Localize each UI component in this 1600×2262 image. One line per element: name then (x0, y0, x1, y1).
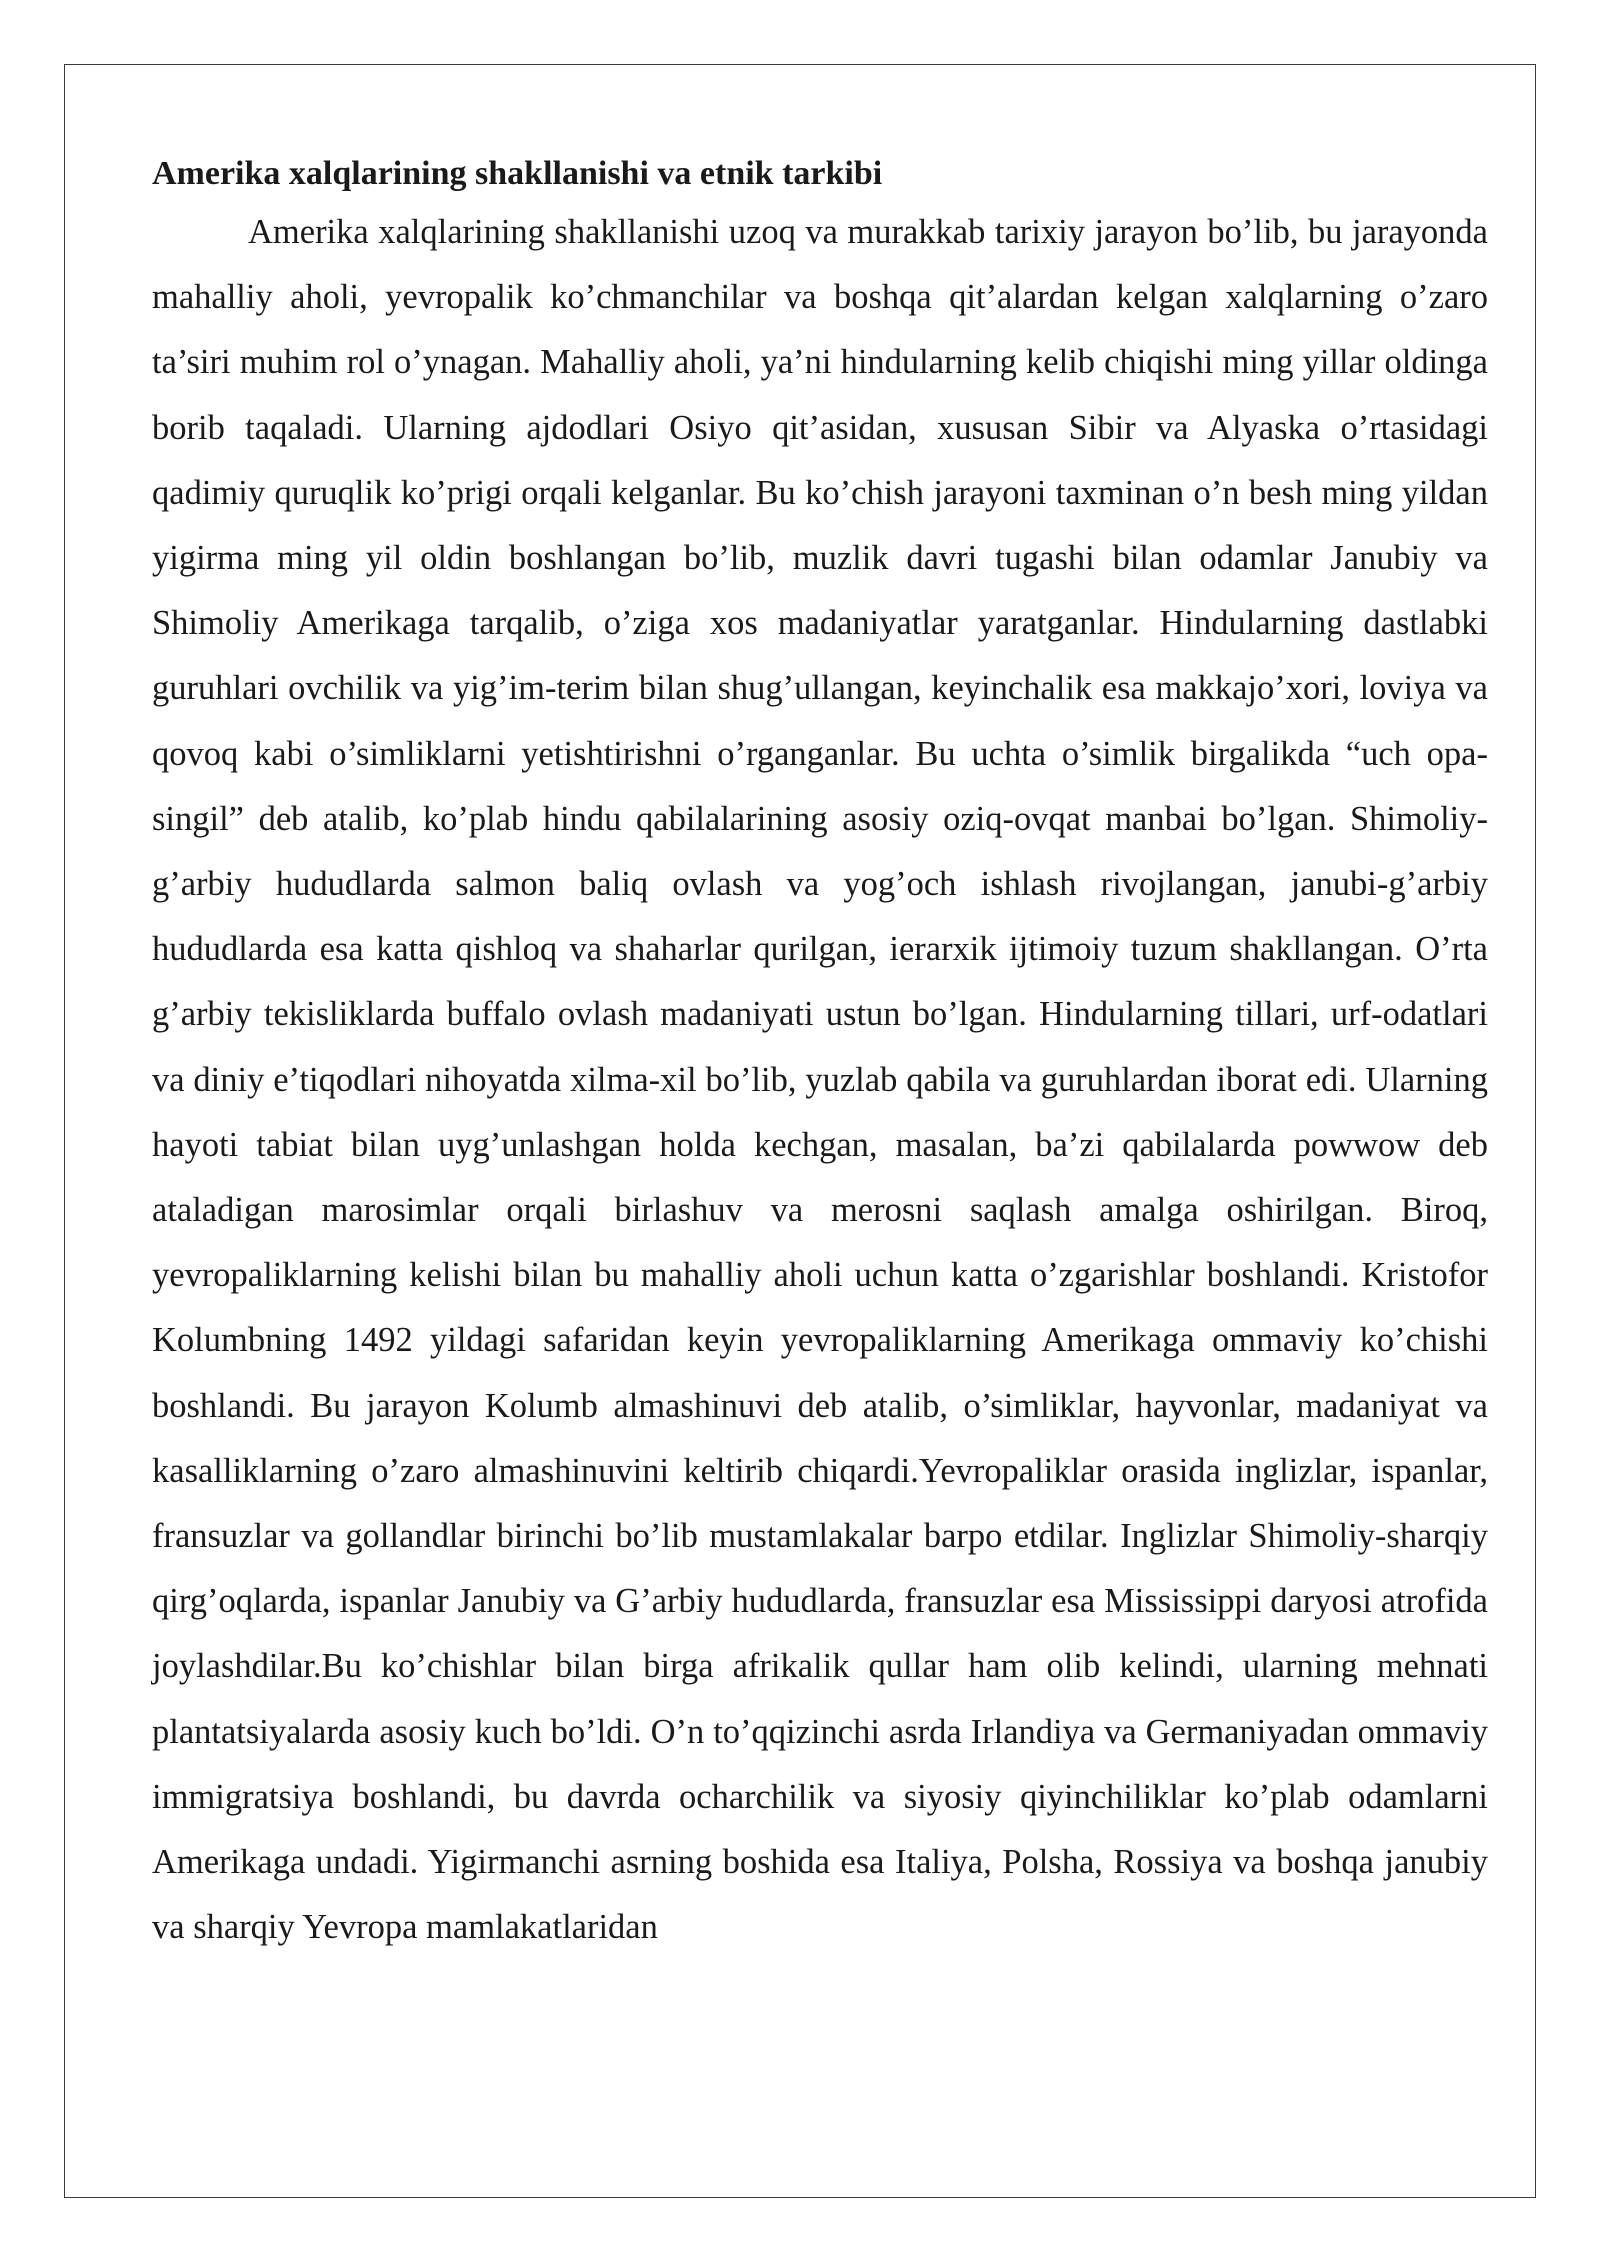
document-body (152, 152, 1488, 1960)
body-paragraph: Amerika xalqlarining shakllanishi uzoq va murakkab tarixiy jarayon bo’lib, bu jarayonda mahalliy aholi, yevropalik ko’chmanchilar va boshqa qit’alardan kelgan xalqlarning o’zaro ta’siri muhim rol o’ynagan. Mahalliy aholi, ya’ni hindularning kelib chiqishi ming yillar oldinga borib taqaladi. Ularning ajdodlari Osiyo qit’asidan, xususan Sibir va Alyaska o’rtasidagi qadimiy quruqlik ko’prigi orqali kelganlar. Bu ko’chish jarayoni taxminan o’n besh ming yildan yigirma ming yil oldin boshlangan bo’lib, muzlik davri tugashi bilan odamlar Janubiy va Shimoliy Amerikaga tarqalib, o’ziga xos madaniyatlar yaratganlar. Hindularning dastlabki guruhlari ovchilik va yig’im-terim bilan shug’ullangan, keyinchalik esa makkajo’xori, loviya va qovoq kabi o’simliklarni yetishtirishni o’rganganlar. Bu uchta o’simlik birgalikda “uch opa-singil” deb atalib, ko’plab hindu qabilalarining asosiy oziq-ovqat manbai bo’lgan. Shimoliy-g’arbiy hududlarda salmon baliq ovlash va yog’och ishlash rivojlangan, janubi-g’arbiy hududlarda esa katta qishloq va shaharlar qurilgan, ierarxik ijtimoiy tuzum shakllangan. O’rta g’arbiy tekisliklarda buffalo ovlash madaniyati ustun bo’lgan. Hindularning tillari, urf-odatlari va diniy e’tiqodlari nihoyatda xilma-xil bo’lib, yuzlab qabila va guruhlardan iborat edi. Ularning hayoti tabiat bilan uyg’unlashgan holda kechgan, masalan, ba’zi qabilalarda powwow deb ataladigan marosimlar orqali birlashuv va merosni saqlash amalga oshirilgan. Biroq, yevropaliklarning kelishi bilan bu mahalliy aholi uchun katta o’zgarishlar boshlandi. Kristofor Kolumbning 1492 yildagi safaridan keyin yevropaliklarning Amerikaga ommaviy ko’chishi boshlandi. Bu jarayon Kolumb almashinuvi deb atalib, o’simliklar, hayvonlar, madaniyat va kasalliklarning o’zaro almashinuvini keltirib chiqardi.Yevropaliklar orasida inglizlar, ispanlar, fransuzlar va gollandlar birinchi bo’lib mustamlakalar barpo etdilar. Inglizlar Shimoliy-sharqiy qirg’oqlarda, ispanlar Janubiy va G’arbiy hududlarda, fransuzlar esa Mississippi daryosi atrofida joylashdilar.Bu ko’chishlar bilan birga afrikalik qullar ham olib kelindi, ularning mehnati plantatsiyalarda asosiy kuch bo’ldi. O’n to’qqizinchi asrda Irlandiya va Germaniyadan ommaviy immigratsiya boshlandi, bu davrda ocharchilik va siyosiy qiyinchiliklar ko’plab odamlarni Amerikaga undadi. Yigirmanchi asrning boshida esa Italiya, Polsha, Rossiya va boshqa janubiy va sharqiy Yevropa mamlakatlaridan (152, 213, 1488, 1947)
document-title: Amerika xalqlarining shakllanishi va etnik tarkibi (152, 155, 883, 192)
